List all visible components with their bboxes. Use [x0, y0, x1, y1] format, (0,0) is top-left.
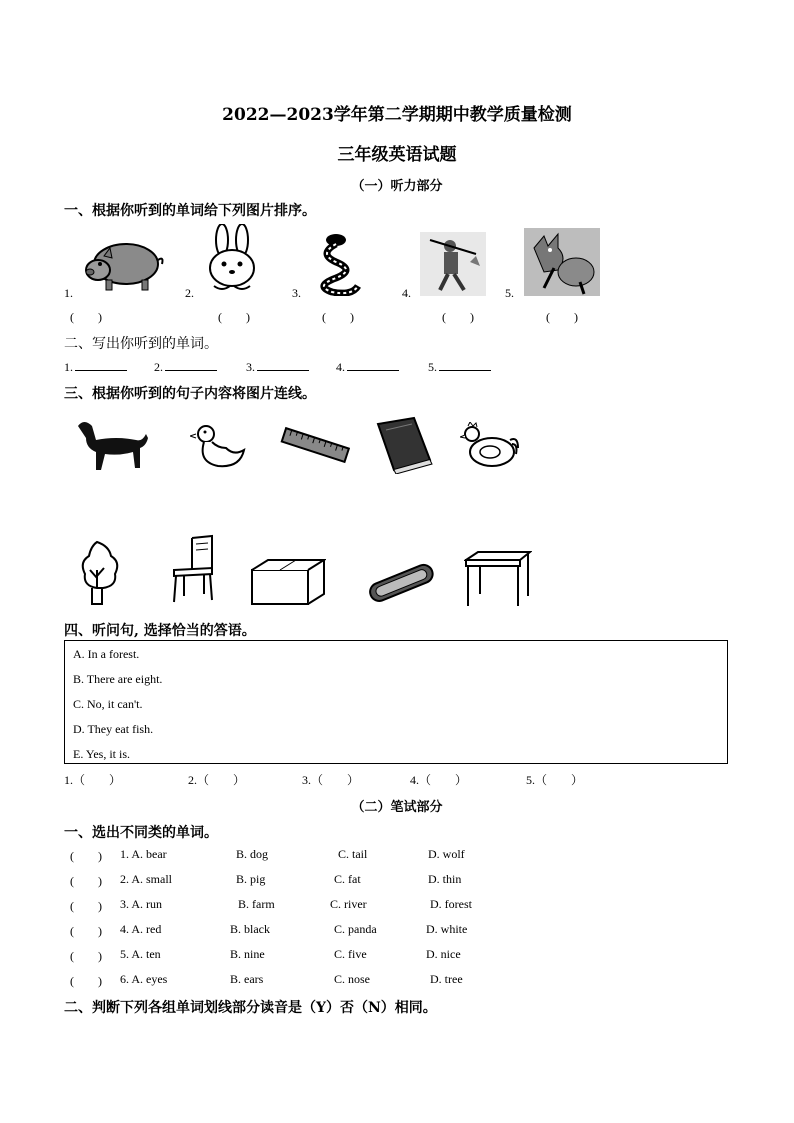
choice-row-2 [64, 872, 564, 888]
ruler-picture[interactable] [280, 424, 350, 472]
written-section2-heading: 二、判断下列各组单词划线部分读音是（Y）否（N）相同。 [64, 1000, 437, 1016]
answer-slot-1[interactable]: 1.（ ） [64, 773, 122, 787]
option-c: C. No, it can't. [73, 697, 143, 711]
write-number: 3. [246, 360, 255, 374]
write-blank[interactable] [165, 360, 217, 371]
choice-d: D. forest [430, 897, 472, 911]
section2-heading: 二、写出你听到的单词。 [64, 336, 218, 352]
choice-b: B. pig [236, 872, 266, 886]
choice-bracket[interactable]: ( ) [70, 874, 102, 888]
exam-title: 2022—2023学年第二学期期中教学质量检测 [222, 105, 572, 125]
choice-a: 2. A. small [120, 872, 173, 886]
picture-number-5: 5. [505, 286, 514, 300]
answer-slot-4[interactable]: 4.（ ） [410, 773, 468, 787]
picture-number-1: 1. [64, 286, 73, 300]
exam-subtitle: 三年级英语试题 [337, 145, 457, 165]
choice-b: B. nine [230, 947, 265, 961]
write-blank[interactable] [347, 360, 399, 371]
section3-heading: 三、根据你听到的句子内容将图片连线。 [64, 386, 316, 402]
choice-a: 6. A. eyes [120, 972, 168, 986]
box-picture[interactable] [250, 558, 326, 610]
choice-a: 3. A. run [120, 897, 162, 911]
option-a: A. In a forest. [73, 647, 140, 661]
choice-a: 4. A. red [120, 922, 162, 936]
choice-d: D. wolf [428, 847, 465, 861]
choice-d: D. tree [430, 972, 463, 986]
write-blank[interactable] [257, 360, 309, 371]
write-item-5[interactable] [428, 360, 491, 375]
write-item-4[interactable] [336, 360, 399, 375]
choice-b: B. dog [236, 847, 269, 861]
write-item-1[interactable] [64, 360, 127, 375]
write-number: 2. [154, 360, 163, 374]
write-item-3[interactable] [246, 360, 309, 375]
choice-b: B. black [230, 922, 270, 936]
listening-part-title: （一）听力部分 [351, 179, 443, 194]
snake-picture [312, 230, 362, 300]
answer-options-box [64, 640, 728, 764]
picture-number-4: 4. [402, 286, 411, 300]
order-bracket[interactable]: ( ) [442, 310, 474, 324]
write-blank[interactable] [439, 360, 491, 371]
order-bracket[interactable]: ( ) [322, 310, 354, 324]
choice-row-4 [64, 922, 564, 938]
choice-c: C. river [330, 897, 367, 911]
choice-bracket[interactable]: ( ) [70, 949, 102, 963]
choice-a: 1. A. bear [120, 847, 167, 861]
choice-row-3 [64, 897, 564, 913]
written-section1-heading: 一、选出不同类的单词。 [64, 825, 218, 841]
duck-picture[interactable] [190, 422, 246, 476]
rabbit-picture [202, 224, 264, 298]
choice-bracket[interactable]: ( ) [70, 849, 102, 863]
pencil-box-picture[interactable] [366, 556, 436, 612]
answer-slot-5[interactable]: 5.（ ） [526, 773, 584, 787]
choice-row-5 [64, 947, 564, 963]
write-number: 1. [64, 360, 73, 374]
chair-picture[interactable] [170, 534, 218, 608]
tree-picture[interactable] [74, 540, 120, 610]
picture-number-2: 2. [185, 286, 194, 300]
choice-row-1 [64, 847, 564, 863]
choice-c: C. nose [334, 972, 370, 986]
write-item-2[interactable] [154, 360, 217, 375]
choice-bracket[interactable]: ( ) [70, 899, 102, 913]
write-number: 4. [336, 360, 345, 374]
desk-picture[interactable] [464, 550, 532, 612]
choice-bracket[interactable]: ( ) [70, 974, 102, 988]
option-b: B. There are eight. [73, 672, 163, 686]
picture-number-3: 3. [292, 286, 301, 300]
hen-picture[interactable] [460, 422, 520, 476]
choice-row-6 [64, 972, 564, 988]
choice-c: C. tail [338, 847, 368, 861]
order-bracket[interactable]: ( ) [546, 310, 578, 324]
choice-b: B. farm [238, 897, 275, 911]
choice-bracket[interactable]: ( ) [70, 924, 102, 938]
choice-c: C. five [334, 947, 367, 961]
choice-d: D. thin [428, 872, 462, 886]
choice-b: B. ears [230, 972, 264, 986]
order-bracket[interactable]: ( ) [218, 310, 250, 324]
wolf-picture [524, 228, 600, 300]
choice-d: D. nice [426, 947, 461, 961]
dog-picture[interactable] [72, 416, 150, 476]
answer-slot-3[interactable]: 3.（ ） [302, 773, 360, 787]
write-number: 5. [428, 360, 437, 374]
choice-a: 5. A. ten [120, 947, 161, 961]
choice-c: C. fat [334, 872, 361, 886]
order-bracket[interactable]: ( ) [70, 310, 102, 324]
section4-heading: 四、听问句, 选择恰当的答语。 [64, 623, 256, 639]
option-d: D. They eat fish. [73, 722, 154, 736]
option-e: E. Yes, it is. [73, 747, 131, 761]
book-picture[interactable] [374, 416, 434, 478]
choice-d: D. white [426, 922, 468, 936]
write-blank[interactable] [75, 360, 127, 371]
farmer-picture [420, 232, 486, 300]
section1-heading: 一、根据你听到的单词给下列图片排序。 [64, 203, 316, 219]
answer-slot-2[interactable]: 2.（ ） [188, 773, 246, 787]
choice-c: C. panda [334, 922, 377, 936]
written-part-title: （二）笔试部分 [351, 800, 443, 815]
pig-picture [82, 236, 164, 298]
